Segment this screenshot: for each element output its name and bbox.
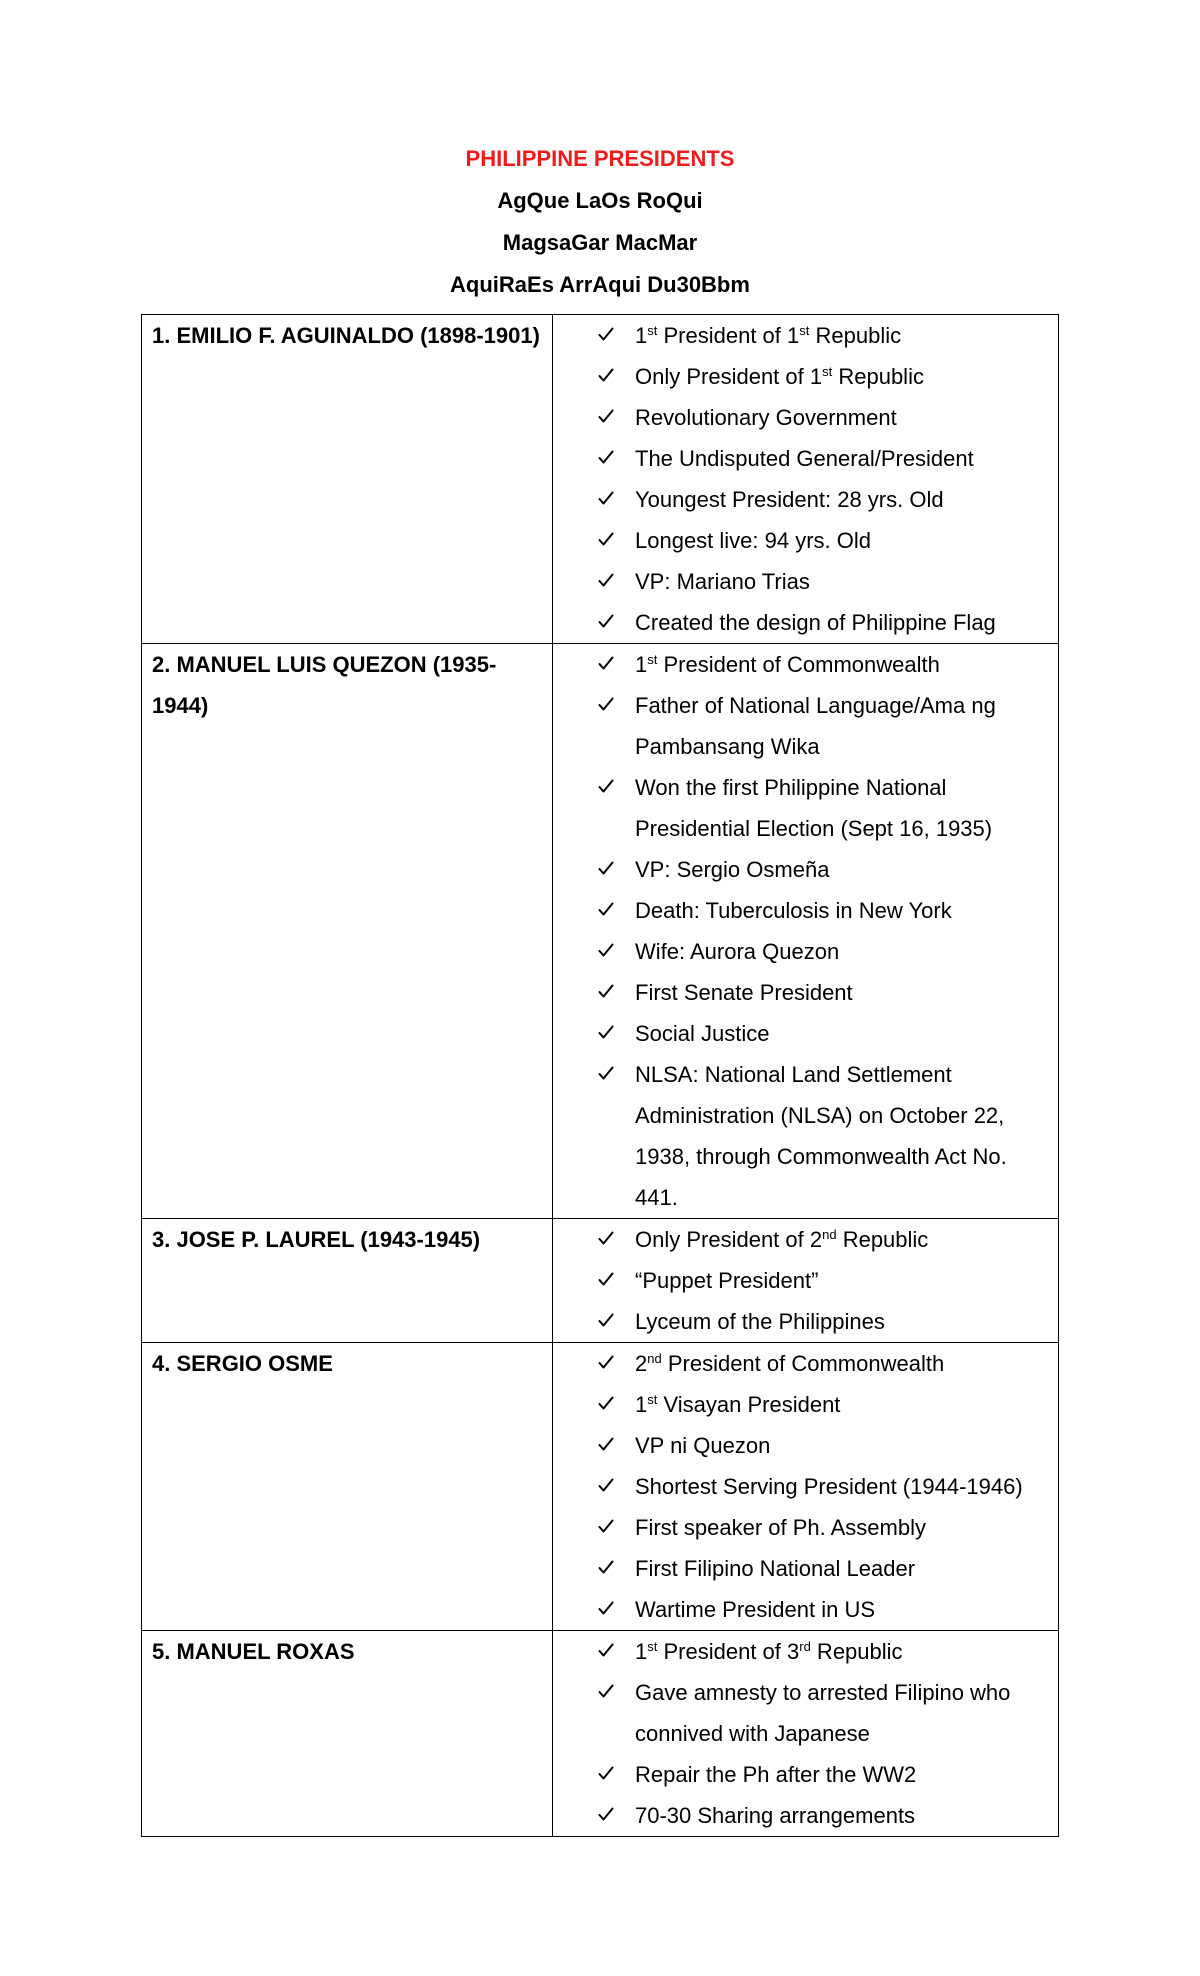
fact-item bbox=[553, 890, 1058, 931]
fact-text: Wartime President in US bbox=[635, 1597, 876, 1622]
fact-text: Youngest President: 28 yrs. Old bbox=[635, 487, 944, 512]
president-facts-cell bbox=[553, 1219, 1059, 1343]
fact-text: The Undisputed General/President bbox=[635, 446, 974, 471]
president-facts-cell bbox=[553, 1343, 1059, 1631]
check-mark-icon bbox=[598, 1589, 614, 1630]
ordinal-suffix: st bbox=[647, 652, 658, 667]
president-row bbox=[142, 1631, 1059, 1837]
check-mark-icon bbox=[598, 356, 614, 397]
fact-item bbox=[553, 1054, 1058, 1218]
fact-text: Gave amnesty to arrested Filipino who connived with Japanese bbox=[635, 1680, 1011, 1746]
fact-item bbox=[553, 438, 1058, 479]
check-mark-icon bbox=[598, 1466, 614, 1507]
fact-text: Father of National Language/Ama ng Pambansang Wika bbox=[635, 693, 996, 759]
mnemonic-line-1: AgQue LaOs RoQui bbox=[497, 188, 703, 213]
fact-item bbox=[553, 849, 1058, 890]
fact-item bbox=[553, 685, 1058, 767]
fact-text: First Filipino National Leader bbox=[635, 1556, 916, 1581]
facts-list bbox=[553, 1219, 1058, 1342]
fact-text: 1 bbox=[635, 1639, 648, 1664]
ordinal-suffix: st bbox=[647, 1392, 658, 1407]
fact-text: 2 bbox=[635, 1351, 648, 1376]
fact-item bbox=[553, 1260, 1058, 1301]
fact-text: Republic bbox=[809, 323, 902, 348]
facts-list bbox=[553, 1631, 1058, 1836]
check-mark-icon bbox=[598, 644, 614, 685]
check-mark-icon bbox=[598, 397, 614, 438]
fact-text: Visayan President bbox=[657, 1392, 841, 1417]
fact-item bbox=[553, 479, 1058, 520]
document-title: PHILIPPINE PRESIDENTS bbox=[465, 146, 735, 171]
check-mark-icon bbox=[598, 1548, 614, 1589]
ordinal-suffix: st bbox=[799, 323, 810, 338]
president-name: 4. SERGIO OSME bbox=[152, 1351, 333, 1376]
fact-item bbox=[553, 397, 1058, 438]
presidents-table bbox=[141, 314, 1059, 1837]
check-mark-icon bbox=[598, 1672, 614, 1713]
mnemonic-line-2: MagsaGar MacMar bbox=[502, 230, 698, 255]
fact-item bbox=[553, 1466, 1058, 1507]
fact-text: President of Commonwealth bbox=[657, 652, 940, 677]
fact-text: “Puppet President” bbox=[635, 1268, 819, 1293]
fact-item bbox=[553, 315, 1058, 356]
fact-item bbox=[553, 972, 1058, 1013]
check-mark-icon bbox=[598, 1013, 614, 1054]
president-name-cell bbox=[142, 1631, 553, 1837]
fact-text: Only President of 1 bbox=[635, 364, 823, 389]
fact-item bbox=[553, 1384, 1058, 1425]
fact-text: 1 bbox=[635, 323, 648, 348]
fact-text: VP: Sergio Osmeña bbox=[635, 857, 830, 882]
fact-text: Republic bbox=[832, 364, 924, 389]
check-mark-icon bbox=[598, 561, 614, 602]
fact-text: 1 bbox=[635, 1392, 648, 1417]
president-row bbox=[142, 1343, 1059, 1631]
fact-text: Republic bbox=[836, 1227, 929, 1252]
fact-text: First Senate President bbox=[635, 980, 853, 1005]
fact-item bbox=[553, 1219, 1058, 1260]
check-mark-icon bbox=[598, 685, 614, 726]
ordinal-suffix: st bbox=[822, 364, 833, 379]
check-mark-icon bbox=[598, 438, 614, 479]
fact-item bbox=[553, 1548, 1058, 1589]
president-name: 2. MANUEL LUIS QUEZON (1935-1944) bbox=[152, 652, 497, 718]
document-header bbox=[0, 138, 1200, 306]
ordinal-suffix: nd bbox=[822, 1227, 837, 1242]
facts-list bbox=[553, 1343, 1058, 1630]
fact-text: Death: Tuberculosis in New York bbox=[635, 898, 952, 923]
fact-text: Republic bbox=[810, 1639, 903, 1664]
president-name: 5. MANUEL ROXAS bbox=[152, 1639, 355, 1664]
fact-text: 70-30 Sharing arrangements bbox=[635, 1803, 916, 1828]
fact-text: Longest live: 94 yrs. Old bbox=[635, 528, 872, 553]
fact-item bbox=[553, 561, 1058, 602]
president-name: 1. EMILIO F. AGUINALDO (1898-1901) bbox=[152, 323, 540, 348]
fact-text: President of Commonwealth bbox=[661, 1351, 945, 1376]
check-mark-icon bbox=[598, 520, 614, 561]
check-mark-icon bbox=[598, 1054, 614, 1095]
check-mark-icon bbox=[598, 1425, 614, 1466]
fact-text: First speaker of Ph. Assembly bbox=[635, 1515, 926, 1540]
check-mark-icon bbox=[598, 1384, 614, 1425]
check-mark-icon bbox=[598, 315, 614, 356]
check-mark-icon bbox=[598, 849, 614, 890]
fact-text: 1 bbox=[635, 652, 648, 677]
check-mark-icon bbox=[598, 890, 614, 931]
fact-text: Revolutionary Government bbox=[635, 405, 897, 430]
check-mark-icon bbox=[598, 1631, 614, 1672]
president-name-cell bbox=[142, 315, 553, 644]
check-mark-icon bbox=[598, 1507, 614, 1548]
president-row bbox=[142, 315, 1059, 644]
check-mark-icon bbox=[598, 1754, 614, 1795]
fact-item bbox=[553, 1589, 1058, 1630]
fact-item bbox=[553, 602, 1058, 643]
ordinal-suffix: st bbox=[647, 323, 658, 338]
mnemonic-line-3: AquiRaEs ArrAqui Du30Bbm bbox=[450, 272, 750, 297]
fact-item bbox=[553, 520, 1058, 561]
check-mark-icon bbox=[598, 602, 614, 643]
check-mark-icon bbox=[598, 931, 614, 972]
check-mark-icon bbox=[598, 767, 614, 808]
president-name: 3. JOSE P. LAUREL (1943-1945) bbox=[152, 1227, 481, 1252]
fact-text: VP: Mariano Trias bbox=[635, 569, 810, 594]
fact-item bbox=[553, 1631, 1058, 1672]
fact-item bbox=[553, 1425, 1058, 1466]
fact-item bbox=[553, 1795, 1058, 1836]
fact-item bbox=[553, 1013, 1058, 1054]
fact-item bbox=[553, 1507, 1058, 1548]
facts-list bbox=[553, 644, 1058, 1218]
fact-text: Wife: Aurora Quezon bbox=[635, 939, 840, 964]
fact-text: Only President of 2 bbox=[635, 1227, 823, 1252]
president-name-cell bbox=[142, 644, 553, 1219]
fact-item bbox=[553, 356, 1058, 397]
check-mark-icon bbox=[598, 1260, 614, 1301]
fact-text: Created the design of Philippine Flag bbox=[635, 610, 996, 635]
fact-text: NLSA: National Land Settlement Administration (NLSA) on October 22, 1938, through Commonwealth Act No. 441. bbox=[635, 1062, 1007, 1210]
president-row bbox=[142, 1219, 1059, 1343]
facts-list bbox=[553, 315, 1058, 643]
fact-text: Social Justice bbox=[635, 1021, 770, 1046]
ordinal-suffix: nd bbox=[647, 1351, 662, 1366]
presidents-table-body bbox=[142, 315, 1059, 1837]
ordinal-suffix: st bbox=[647, 1639, 658, 1654]
check-mark-icon bbox=[598, 1219, 614, 1260]
president-facts-cell bbox=[553, 644, 1059, 1219]
president-name-cell bbox=[142, 1219, 553, 1343]
check-mark-icon bbox=[598, 1795, 614, 1836]
fact-text: President of 3 bbox=[657, 1639, 800, 1664]
president-facts-cell bbox=[553, 1631, 1059, 1837]
fact-text: Lyceum of the Philippines bbox=[635, 1309, 885, 1334]
fact-text: Shortest Serving President (1944-1946) bbox=[635, 1474, 1023, 1499]
president-row bbox=[142, 644, 1059, 1219]
check-mark-icon bbox=[598, 479, 614, 520]
fact-text: President of 1 bbox=[657, 323, 800, 348]
fact-text: Won the first Philippine National Presidential Election (Sept 16, 1935) bbox=[635, 775, 993, 841]
fact-text: VP ni Quezon bbox=[635, 1433, 771, 1458]
fact-item bbox=[553, 767, 1058, 849]
ordinal-suffix: rd bbox=[799, 1639, 811, 1654]
president-name-cell bbox=[142, 1343, 553, 1631]
check-mark-icon bbox=[598, 972, 614, 1013]
fact-item bbox=[553, 931, 1058, 972]
check-mark-icon bbox=[598, 1301, 614, 1342]
fact-item bbox=[553, 1301, 1058, 1342]
fact-item bbox=[553, 1672, 1058, 1754]
president-facts-cell bbox=[553, 315, 1059, 644]
fact-text: Repair the Ph after the WW2 bbox=[635, 1762, 917, 1787]
fact-item bbox=[553, 1754, 1058, 1795]
fact-item bbox=[553, 1343, 1058, 1384]
fact-item bbox=[553, 644, 1058, 685]
check-mark-icon bbox=[598, 1343, 614, 1384]
